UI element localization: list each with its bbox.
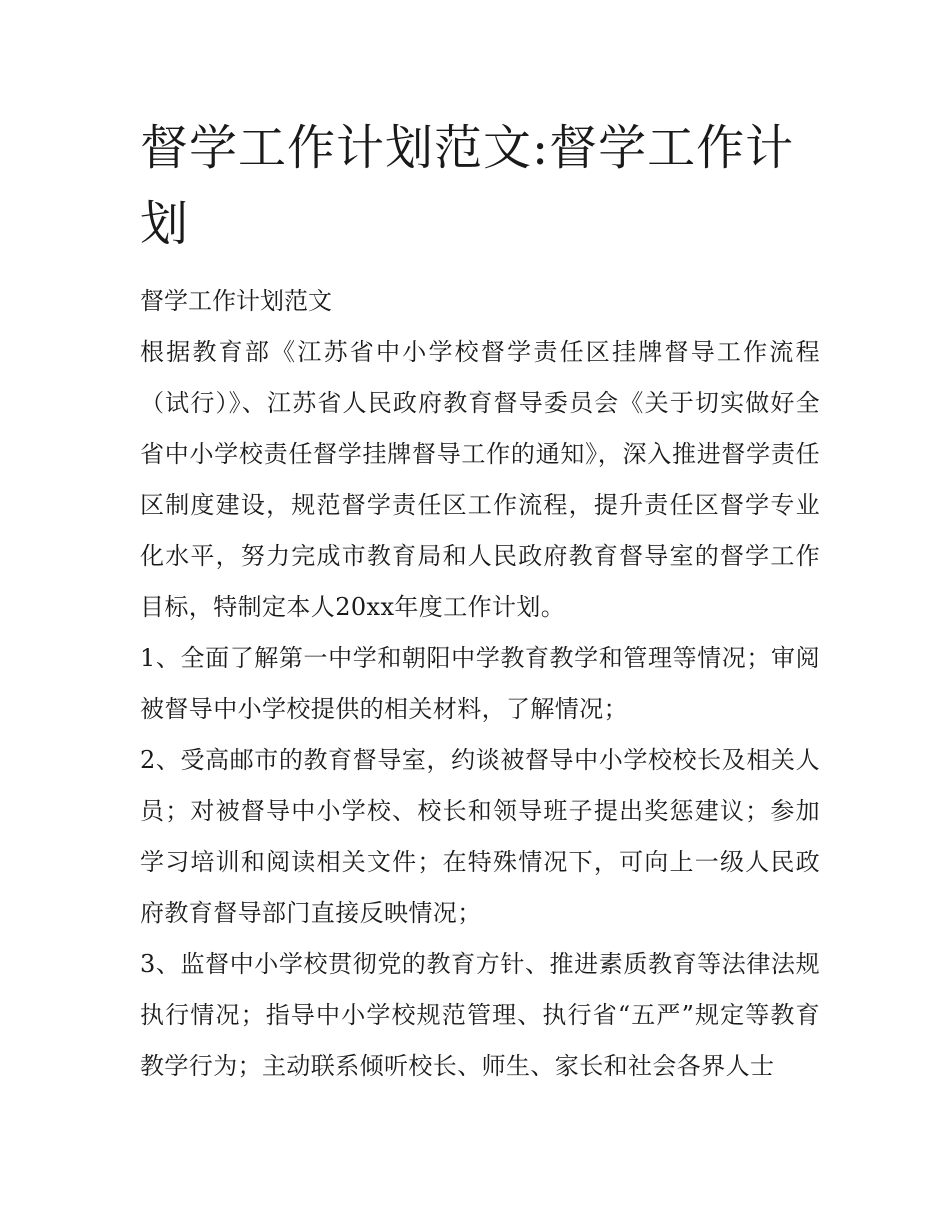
document-page — [140, 110, 820, 1092]
paragraph-item-1: 1、全面了解第一中学和朝阳中学教育教学和管理等情况；审阅被督导中小学校提供的相关材料，了解情况； — [140, 644, 820, 723]
document-subtitle: 督学工作计划范文 — [140, 287, 332, 315]
paragraph-item-3: 3、监督中小学校贯彻党的教育方针、推进素质教育等法律法规执行情况；指导中小学校规范管理、执行省“五严”规定等教育教学行为；主动联系倾听校长、师生、家长和社会各界人士 — [140, 950, 820, 1080]
document-title: 督学工作计划范文:督学工作计划 — [140, 120, 795, 252]
paragraph-intro: 根据教育部《江苏省中小学校督学责任区挂牌督导工作流程（试行）》、江苏省人民政府教育督导委员会《关于切实做好全省中小学校责任督学挂牌督导工作的通知》，深入推进督学责任区制度建设，规范督学责任区工作流程，提升责任区督学专业化水平，努力完成市教育局和人民政府教育督导室的督学工作目标，特制定本人20xx年度工作计划。 — [140, 338, 820, 621]
paragraph-item-2: 2、受高邮市的教育督导室，约谈被督导中小学校校长及相关人员；对被督导中小学校、校长和领导班子提出奖惩建议；参加学习培训和阅读相关文件；在特殊情况下，可向上一级人民政府教育督导部门直接反映情况； — [140, 746, 820, 927]
